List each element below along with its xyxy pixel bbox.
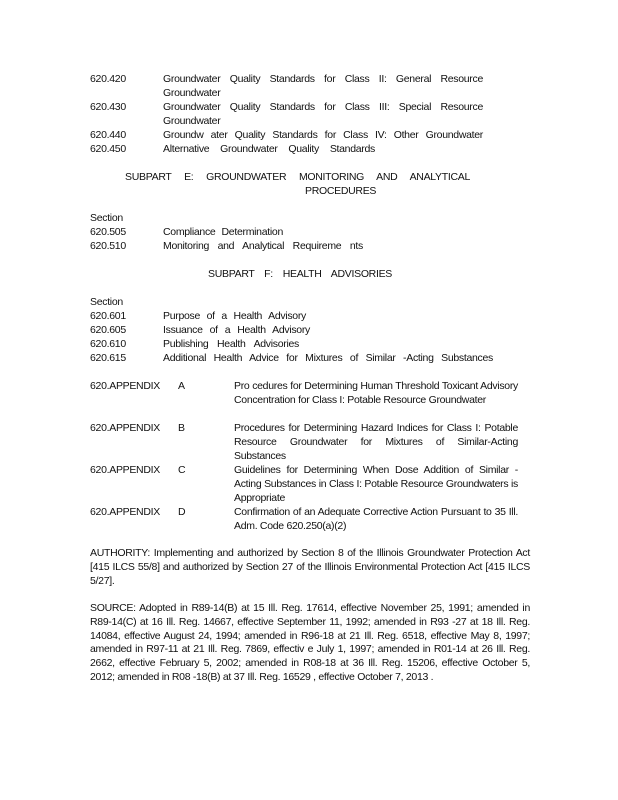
toc-entry [90,72,530,100]
appendix-entry [90,421,530,463]
appendix-letter: D [178,506,186,518]
section-label: Section [90,212,123,224]
subpart-e-heading-continuation: PROCEDURES [305,185,377,197]
section-number: 620.450 [90,143,126,155]
authority-note: AUTHORITY: Implementing and authorized by Section 8 of the Illinois Groundwater Protection Act [415 ILCS 55/8] and authorized by Section 27 of the Illinois Environmental Protection Act [415 ILCS 5/27]. [90,547,530,587]
section-number: 620.610 [90,338,126,350]
toc-entry [90,351,530,365]
section-number: 620.505 [90,226,126,238]
section-title: Alternative Groundwater Quality Standards [163,143,375,155]
section-title: Publishing Health Advisories [163,338,299,350]
section-title: Groundwater Quality Standards for Class II: General Resource [163,73,483,85]
section-title: Groundwater Quality Standards for Class III: Special Resource [163,101,483,113]
subpart-e-heading: SUBPART E: GROUNDWATER MONITORING AND ANALYTICAL [125,171,470,183]
appendix-title: Confirmation of an Adequate Corrective Action Pursuant to 35 Ill. Adm. Code 620.250(a)(2) [234,506,518,532]
toc-entry [90,142,530,156]
toc-entry [90,100,530,128]
section-number: 620.615 [90,352,126,364]
section-number: 620.430 [90,101,126,113]
section-title: Purpose of a Health Advisory [163,310,306,322]
appendix-label: 620.APPENDIX [90,464,160,476]
section-number: 620.440 [90,129,126,141]
section-title-continuation: Groundwater [163,115,221,127]
section-number: 620.510 [90,240,126,252]
toc-entry [90,128,530,142]
section-title: Additional Health Advice for Mixtures of Similar -Acting Substances [163,352,493,364]
toc-entry [90,309,530,323]
appendix-title: Procedures for Determining Hazard Indices for Class I: Potable Resource Groundwater for Mixtures of Similar-Acting Substances [234,422,518,462]
section-title: Groundw ater Quality Standards for Class IV: Other Groundwater [163,129,483,141]
section-number: 620.605 [90,324,126,336]
section-title: Issuance of a Health Advisory [163,324,310,336]
section-title: Compliance Determination [163,226,283,238]
appendix-title: Guidelines for Determining When Dose Addition of Similar -Acting Substances in Class I: Potable Resource Groundwaters is Appropriate [234,464,518,504]
toc-entry [90,337,530,351]
appendix-title: Pro cedures for Determining Human Threshold Toxicant Advisory Concentration for Class I: Potable Resource Groundwater [234,380,518,406]
section-title: Monitoring and Analytical Requireme nts [163,240,363,252]
appendix-label: 620.APPENDIX [90,422,160,434]
appendix-entry [90,379,530,421]
appendix-letter: C [178,464,186,476]
appendix-label: 620.APPENDIX [90,506,160,518]
appendix-entry [90,463,530,505]
section-number: 620.420 [90,73,126,85]
appendix-letter: B [178,422,185,434]
appendix-entry [90,505,530,533]
section-title-continuation: Groundwater [163,87,221,99]
subpart-f-heading: SUBPART F: HEALTH ADVISORIES [208,268,392,280]
section-label: Section [90,296,123,308]
appendix-letter: A [178,380,185,392]
toc-entry [90,323,530,337]
toc-entry [90,225,530,239]
section-number: 620.601 [90,310,126,322]
toc-entry [90,239,530,253]
source-note: SOURCE: Adopted in R89-14(B) at 15 Ill. Reg. 17614, effective November 25, 1991; amended in R89-14(C) at 16 Ill. Reg. 14667, effective September 11, 1992; amended in R93 -27 at 18 Ill. Reg. 14084, effective August 24, 1994; amended in R96-18 at 21 Ill. Reg. 6518, effective May 8, 1997; amended in R97-11 at 21 Ill. Reg. 7869, effectiv e July 1, 1997; amended in R01-14 at 26 Ill. Reg. 2662, effective February 5, 2002; amended in R08-18 at 36 Ill. Reg. 15206, effective October 5, 2012; amended in R08 -18(B) at 37 Ill. Reg. 16529 , effective October 7, 2013 . [90,602,530,683]
appendix-label: 620.APPENDIX [90,380,160,392]
